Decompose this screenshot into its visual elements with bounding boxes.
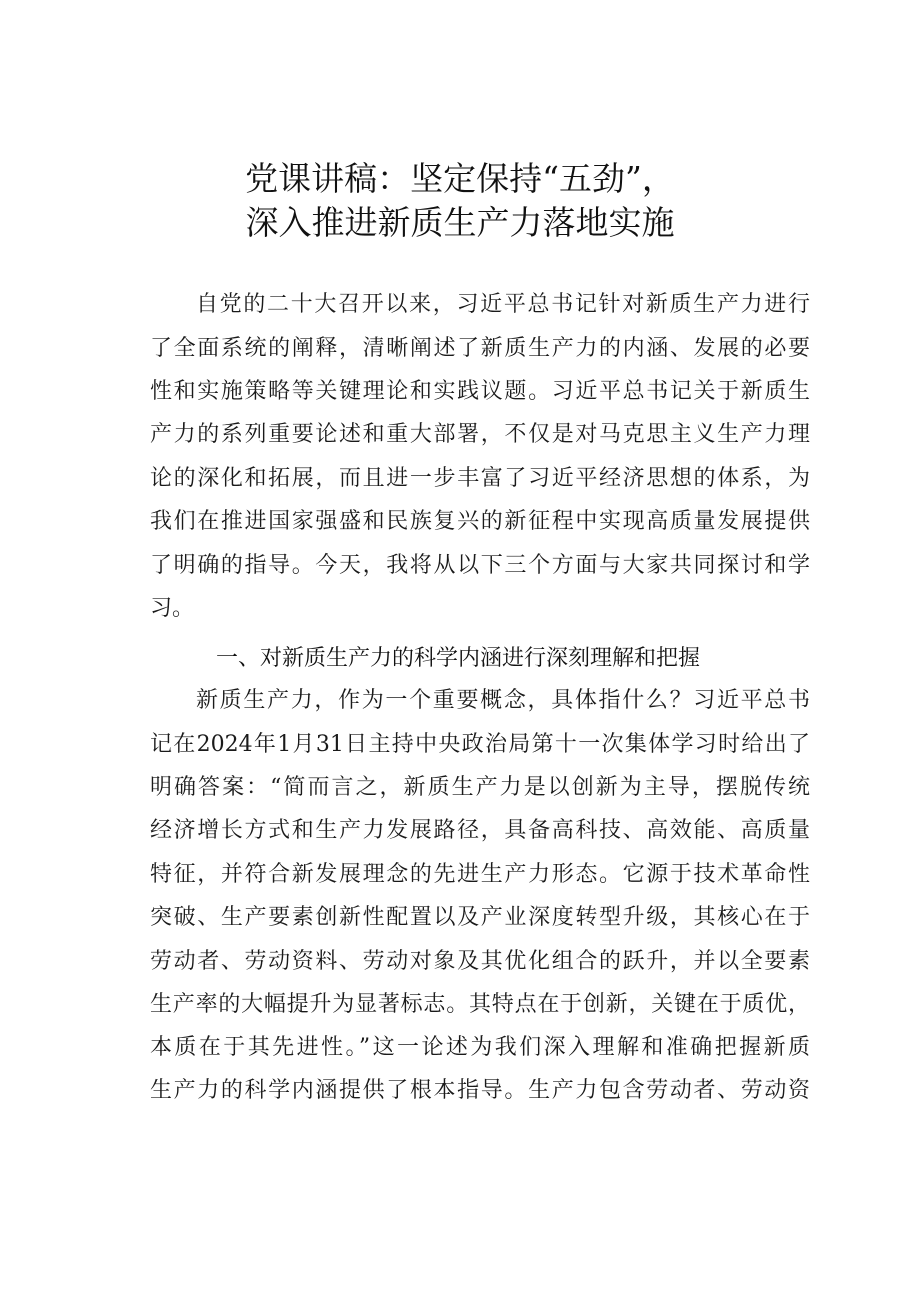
document-title-line-1: 党课讲稿：坚定保持“五劲”，	[245, 159, 675, 198]
paragraph-line: 了明确的指导。今天，我将从以下三个方面与大家共同探讨和学	[150, 553, 810, 578]
document-title-line-2: 深入推进新质生产力落地实施	[245, 203, 675, 242]
paragraph-line: 性和实施策略等关键理论和实践议题。习近平总书记关于新质生	[150, 379, 810, 404]
paragraph-line: 本质在于其先进性。”这一论述为我们深入理解和准确把握新质	[150, 1035, 810, 1060]
paragraph-line: 了全面系统的阐释，清晰阐述了新质生产力的内涵、发展的必要	[150, 336, 810, 361]
paragraph-line: 突破、生产要素创新性配置以及产业深度转型升级，其核心在于	[150, 905, 810, 930]
paragraph-line: 经济增长方式和生产力发展路径，具备高科技、高效能、高质量	[150, 818, 810, 843]
paragraph-line: 劳动者、劳动资料、劳动对象及其优化组合的跃升，并以全要素	[150, 949, 810, 974]
paragraph-line: 记在2024年1月31日主持中央政治局第十一次集体学习时给出了	[150, 732, 810, 757]
section-heading: 一、对新质生产力的科学内涵进行深刻理解和把握	[216, 646, 701, 671]
paragraph-line: 论的深化和拓展，而且进一步丰富了习近平经济思想的体系，为	[150, 466, 810, 491]
paragraph-line: 我们在推进国家强盛和民族复兴的新征程中实现高质量发展提供	[150, 509, 810, 534]
paragraph-line: 新质生产力，作为一个重要概念，具体指什么？习近平总书	[196, 688, 810, 713]
paragraph-line: 自党的二十大召开以来，习近平总书记针对新质生产力进行	[196, 292, 810, 317]
paragraph-line: 产力的系列重要论述和重大部署，不仅是对马克思主义生产力理	[150, 422, 810, 447]
paragraph-line: 习。	[150, 596, 195, 621]
paragraph-line: 生产率的大幅提升为显著标志。其特点在于创新，关键在于质优，	[150, 992, 810, 1017]
paragraph-line: 明确答案：“简而言之，新质生产力是以创新为主导，摆脱传统	[150, 775, 810, 800]
paragraph-line: 特征，并符合新发展理念的先进生产力形态。它源于技术革命性	[150, 862, 810, 887]
paragraph-line: 生产力的科学内涵提供了根本指导。生产力包含劳动者、劳动资	[150, 1078, 810, 1103]
